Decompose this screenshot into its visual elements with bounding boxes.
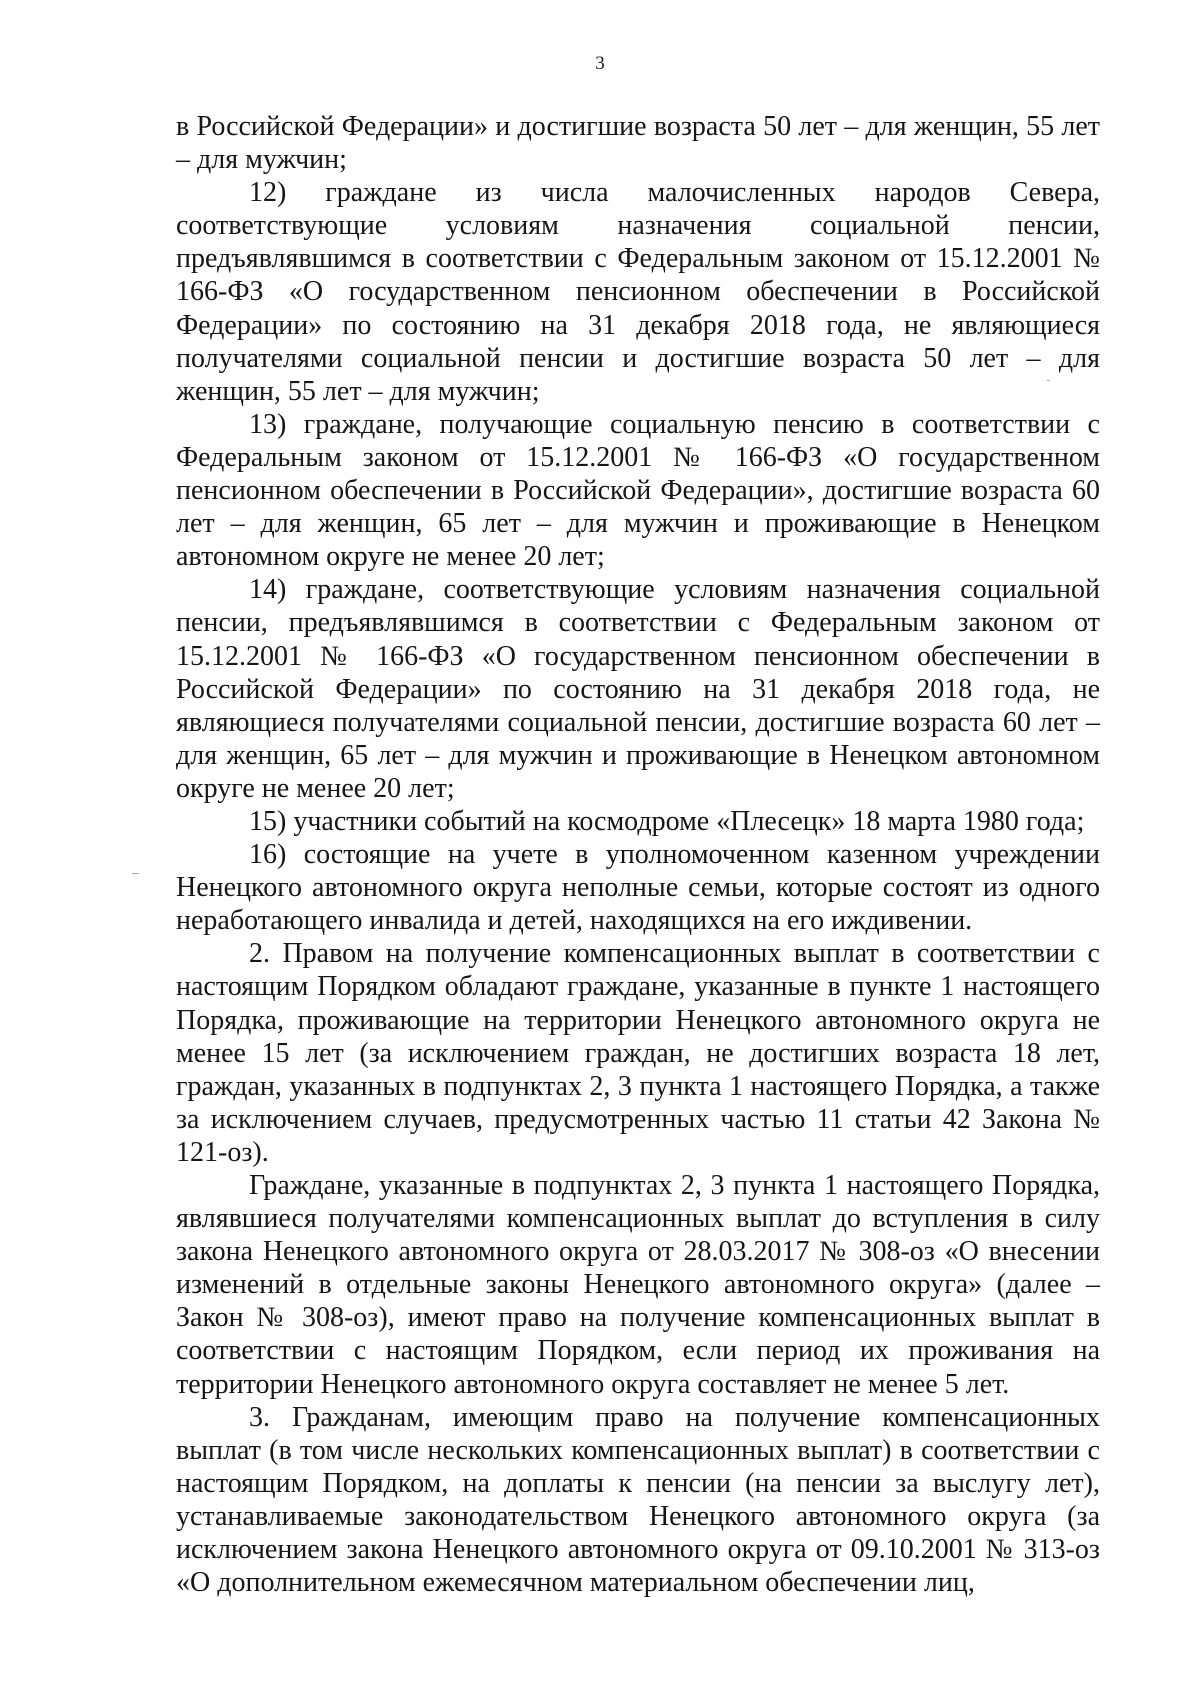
- paragraph-section-3: 3. Гражданам, имеющим право на получение компенсационных выплат (в том числе нескольких компенсационных выплат) в соответствии с настоящим Порядком, на доплаты к пенсии (на пенсии за выслугу лет), устанавливаемые законодательством Ненецкого автономного округа (за исключением закона Ненецкого автономного округа от 09.10.2001 № 313-оз «О дополнительном ежемесячном материальном обеспечении лиц,: [176, 1401, 1100, 1599]
- paragraph-item-14: 14) граждане, соответствующие условиям назначения социальной пенсии, предъявлявшимся в соответствии с Федеральным законом от 15.12.2001 № 166-ФЗ «О государственном пенсионном обеспечении в Российской Федерации» по состоянию на 31 декабря 2018 года, не являющиеся получателями социальной пенсии, достигшие возраста 60 лет – для женщин, 65 лет – для мужчин и проживающие в Ненецком автономном округе не менее 20 лет;: [176, 574, 1100, 804]
- scan-artifact-mark: [132, 873, 139, 874]
- paragraph-item-12: 12) граждане из числа малочисленных народов Севера, соответствующие условиям назначения социальной пенсии, предъявлявшимся в соответствии с Федеральным законом от 15.12.2001 № 166-ФЗ «О государственном пенсионном обеспечении в Российской Федерации» по состоянию на 31 декабря 2018 года, не являющиеся получателями социальной пенсии и достигшие возраста 50 лет – для женщин, 55 лет – для мужчин;: [176, 177, 1100, 407]
- document-body: [176, 110, 1100, 1599]
- paragraph-section-2-part-2: Граждане, указанные в подпунктах 2, 3 пункта 1 настоящего Порядка, являвшиеся получателями компенсационных выплат до вступления в силу закона Ненецкого автономного округа от 28.03.2017 № 308-оз «О внесении изменений в отдельные законы Ненецкого автономного округа» (далее – Закон № 308-оз), имеют право на получение компенсационных выплат в соответствии с настоящим Порядком, если период их проживания на территории Ненецкого автономного округа составляет не менее 5 лет.: [176, 1170, 1100, 1400]
- scan-artifact-mark: [1047, 380, 1050, 381]
- paragraph-item-16: 16) состоящие на учете в уполномоченном казенном учреждении Ненецкого автономного округа неполные семьи, которые состоят из одного неработающего инвалида и детей, находящихся на его иждивении.: [176, 839, 1100, 937]
- paragraph-continuation: в Российской Федерации» и достигшие возраста 50 лет – для женщин, 55 лет – для мужчин;: [176, 111, 1100, 176]
- paragraph-item-15: 15) участники событий на космодроме «Плесецк» 18 марта 1980 года;: [249, 805, 1085, 837]
- page-number: 3: [595, 53, 605, 74]
- paragraph-section-2: 2. Правом на получение компенсационных выплат в соответствии с настоящим Порядком обладают граждане, указанные в пункте 1 настоящего Порядка, проживающие на территории Ненецкого автономного округа не менее 15 лет (за исключением граждан, не достигших возраста 18 лет, граждан, указанных в подпунктах 2, 3 пункта 1 настоящего Порядка, а также за исключением случаев, предусмотренных частью 11 статьи 42 Закона № 121-оз).: [176, 938, 1100, 1168]
- paragraph-item-13: 13) граждане, получающие социальную пенсию в соответствии с Федеральным законом от 15.12.2001 № 166-ФЗ «О государственном пенсионном обеспечении в Российской Федерации», достигшие возраста 60 лет – для женщин, 65 лет – для мужчин и проживающие в Ненецком автономном округе не менее 20 лет;: [176, 408, 1100, 573]
